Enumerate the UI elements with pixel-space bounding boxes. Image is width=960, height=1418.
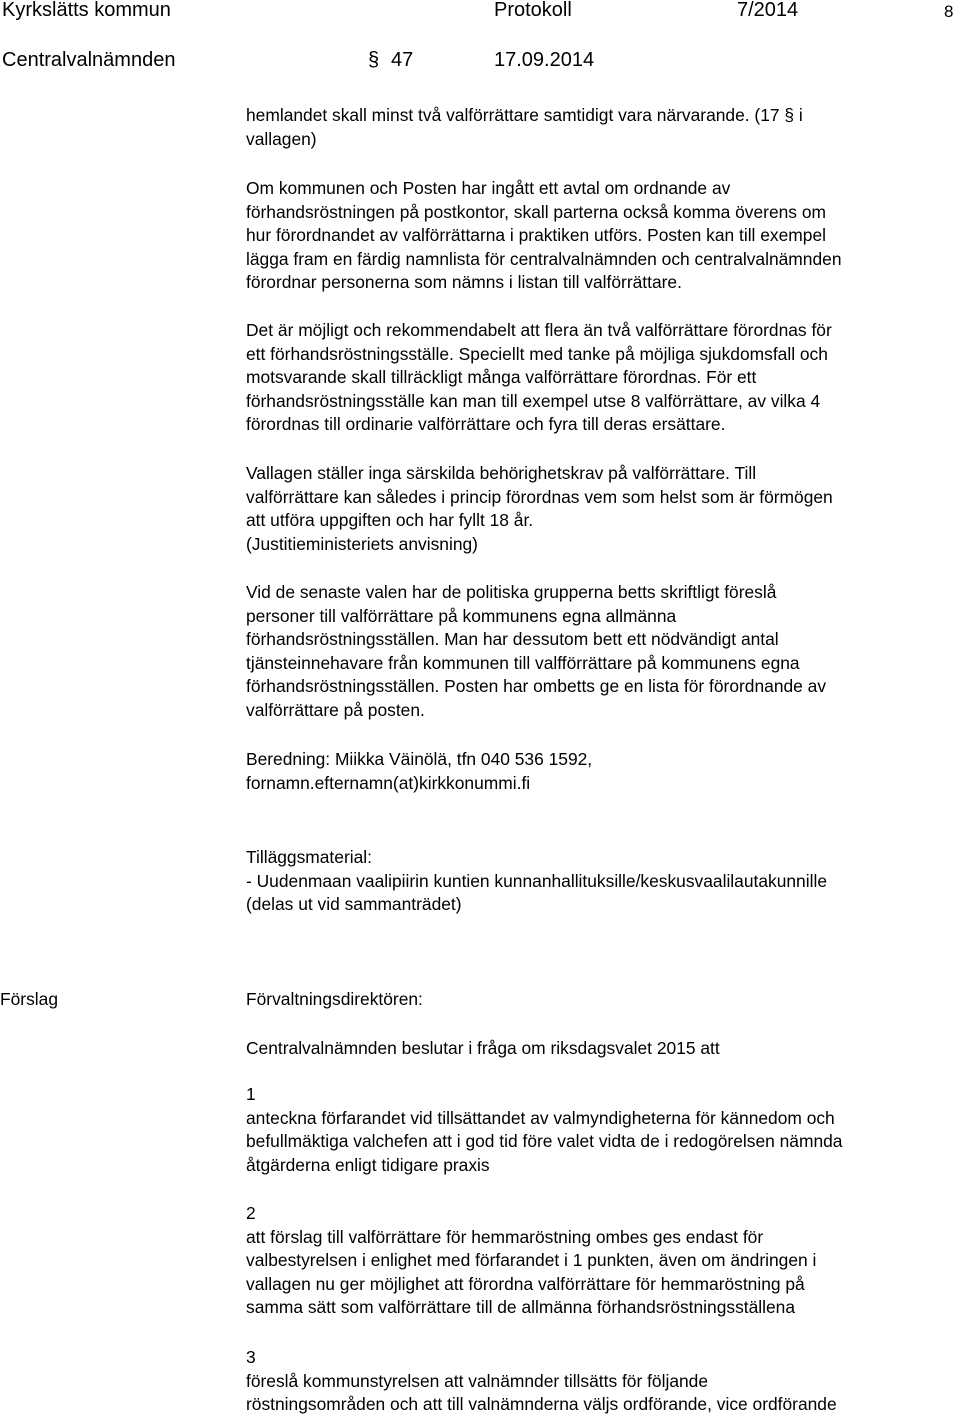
text-line: föreslå kommunstyrelsen att valnämnder tillsätts för följande [246, 1370, 709, 1391]
proposal-intro [246, 1037, 958, 1061]
text-line: Förvaltningsdirektören: [246, 989, 423, 1009]
text-line: Vid de senaste valen har de politiska grupperna betts skriftligt föreslå [246, 582, 777, 602]
paragraph-additional-material [246, 846, 958, 917]
text-line: Beredning: Miikka Väinölä, tfn 040 536 1592, [246, 749, 593, 769]
text-line: förordnas till ordinarie valförrättare och fyra till deras ersättare. [246, 414, 726, 435]
header-section-symbol: § [368, 49, 380, 71]
proposal-item-3 [246, 1346, 958, 1417]
text-line: Det är möjligt och rekommendabelt att flera än två valförrättare förordnas för [246, 320, 832, 340]
header-section-number: 47 [391, 49, 414, 71]
text-line: fornamn.efternamn(at)kirkkonummi.fi [246, 772, 531, 793]
text-line: - Uudenmaan vaalipiirin kuntien kunnanhallituksille/keskusvaalilautakunnille [246, 870, 827, 891]
proposal-item-2 [246, 1202, 958, 1320]
proposal-presenter [246, 988, 958, 1012]
text-line: förhandsröstningsställe kan man till exempel utse 8 valförrättare, av vilka 4 [246, 390, 821, 411]
header-date: 17.09.2014 [494, 49, 595, 71]
header-doc-type: Protokoll [494, 0, 572, 21]
proposal-label: Förslag [0, 989, 58, 1009]
proposal-item-1 [246, 1083, 958, 1177]
text-line: ett förhandsröstningsställe. Speciellt med tanke på möjliga sjukdomsfall och [246, 343, 828, 364]
text-line: Om kommunen och Posten har ingått ett avtal om ordnande av [246, 178, 731, 198]
text-line: anteckna förfarandet vid tillsättandet av valmyndigheterna för kännedom och [246, 1107, 835, 1128]
text-line: hemlandet skall minst två valförrättare samtidigt vara närvarande. (17 § i [246, 105, 803, 125]
paragraph-eligibility [246, 462, 958, 556]
text-line: valförrättare kan således i princip förordnas vem som helst som är förmögen [246, 486, 833, 507]
text-line: förhandsröstningsställen. Man har dessutom bett ett nödvändigt antal [246, 629, 779, 650]
header-body: Centralvalnämnden [2, 49, 176, 71]
text-line: valbestyrelsen i enlighet med förfarandet i 1 punkten, även om ändringen i [246, 1250, 817, 1271]
header-municipality: Kyrkslätts kommun [2, 0, 171, 21]
paragraph-previous-elections [246, 581, 958, 723]
text-line: att förslag till valförrättare för hemmaröstning ombes ges endast för [246, 1226, 764, 1247]
text-line: åtgärderna enligt tidigare praxis [246, 1154, 490, 1175]
text-line: vallagen) [246, 128, 317, 149]
paragraph-multiple-officials [246, 319, 958, 437]
text-line: valförrättare på posten. [246, 699, 425, 720]
item-number: 2 [246, 1203, 256, 1223]
text-line: förhandsröstningsställen. Posten har ombetts ge en lista för förordnande av [246, 676, 827, 697]
text-line: Centralvalnämnden beslutar i fråga om riksdagsvalet 2015 att [246, 1038, 720, 1058]
paragraph-post-agreement [246, 177, 958, 295]
text-line: röstningsområden och att till valnämnderna väljs ordförande, vice ordförande [246, 1394, 837, 1415]
text-line: Vallagen ställer inga särskilda behörighetskrav på valförrättare. Till [246, 463, 757, 483]
paragraph-preparation [246, 748, 958, 795]
paragraph-attendance [246, 104, 958, 151]
text-line: motsvarande skall tillräckligt många valförrättare förordnas. För ett [246, 367, 757, 388]
text-line: lägga fram en färdig namnlista för centralvalnämnden och centralvalnämnden [246, 248, 842, 269]
header-protocol-number: 7/2014 [737, 0, 799, 21]
text-line: Tilläggsmaterial: [246, 847, 372, 867]
text-line: vallagen nu ger möjlighet att förordna valförrättare för hemmaröstning på [246, 1273, 805, 1294]
text-line: (Justitieministeriets anvisning) [246, 533, 478, 554]
text-line: förordnar personerna som nämns i listan till valförrättare. [246, 272, 682, 293]
text-line: samma sätt som valförrättare till de allmänna förhandsröstningsställena [246, 1297, 796, 1318]
item-number: 1 [246, 1084, 256, 1104]
text-line: att utföra uppgiften och har fyllt 18 år. [246, 510, 534, 531]
text-line: personer till valförrättare på kommunens egna allmänna [246, 605, 677, 626]
text-line: befullmäktiga valchefen att i god tid före valet vidta de i redogörelsen nämnda [246, 1131, 843, 1152]
text-line: tjänsteinnehavare från kommunen till valfförrättare på kommunens egna [246, 652, 800, 673]
header-page-number: 8 [944, 2, 954, 21]
item-number: 3 [246, 1347, 256, 1367]
text-line: (delas ut vid sammanträdet) [246, 894, 462, 915]
text-line: hur förordnandet av valförrättarna i praktiken utförs. Posten kan till exempel [246, 225, 826, 246]
text-line: förhandsröstningen på postkontor, skall parterna också komma överens om [246, 201, 826, 222]
